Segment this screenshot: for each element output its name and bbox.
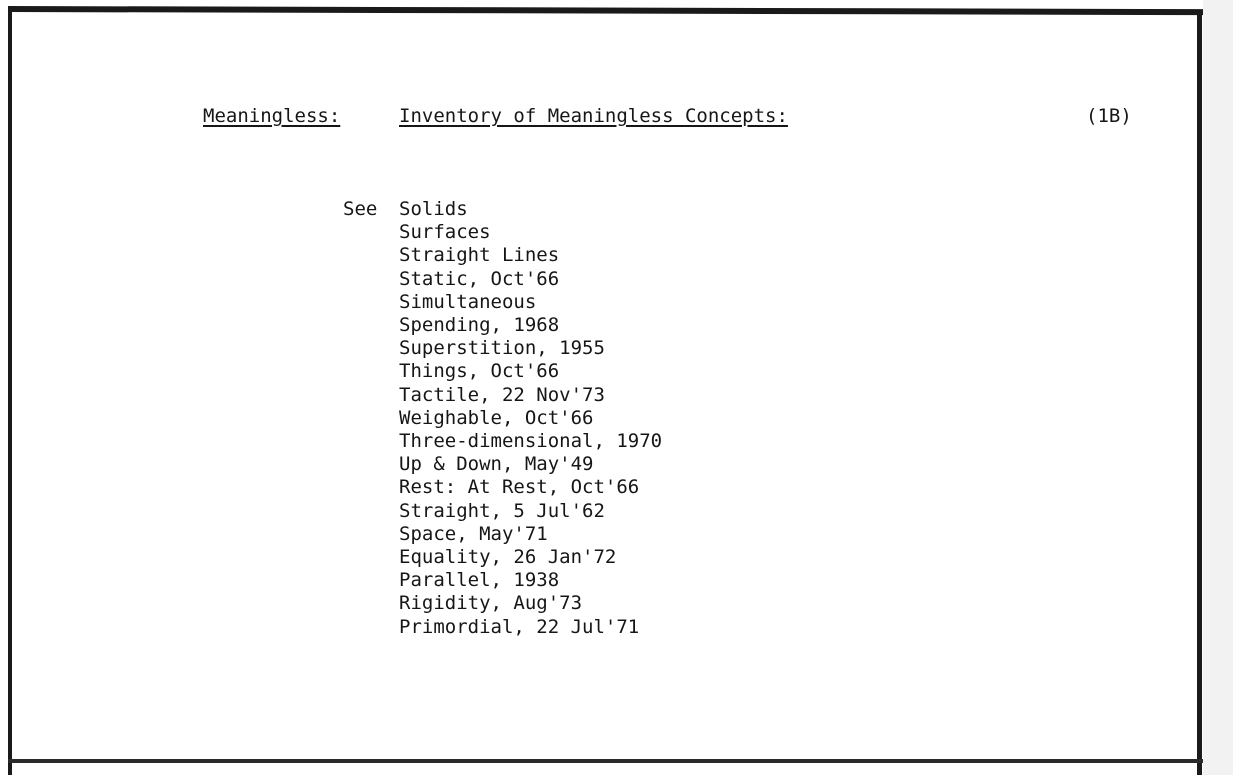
list-item: Space, May'71: [399, 522, 548, 545]
card-code: (1B): [1086, 105, 1132, 127]
list-item: Things, Oct'66: [399, 360, 560, 383]
heading-title-text: Inventory of Meaningless Concepts:: [399, 105, 788, 127]
list-item: Up & Down, May'49: [399, 453, 594, 476]
see-label: See: [343, 198, 378, 220]
card-border-bottom: [8, 759, 1203, 763]
list-item: Equality, 26 Jan'72: [399, 546, 617, 569]
list-item: Tactile, 22 Nov'73: [399, 383, 605, 406]
list-item: Simultaneous: [399, 290, 537, 313]
list-item: Primordial, 22 Jul'71: [399, 615, 640, 638]
card-border-right: [1197, 14, 1202, 775]
card-heading-title: [399, 104, 788, 128]
list-item: Rest: At Rest, Oct'66: [399, 476, 640, 499]
list-item: Straight Lines: [399, 244, 560, 267]
list-item: Parallel, 1938: [399, 569, 560, 592]
concept-list: [399, 198, 662, 639]
card-heading-label: [203, 104, 340, 128]
scan-margin: [1203, 0, 1233, 775]
card-border-top: [8, 6, 1203, 15]
list-item: Straight, 5 Jul'62: [399, 499, 605, 522]
list-item: Solids: [399, 198, 468, 220]
card-border-left: [8, 6, 12, 775]
list-item: Rigidity, Aug'73: [399, 592, 583, 615]
list-item: Three-dimensional, 1970: [399, 430, 663, 453]
list-item: Superstition, 1955: [399, 337, 605, 360]
list-item: Spending, 1968: [399, 314, 560, 337]
list-item: Weighable, Oct'66: [399, 406, 594, 429]
list-item: Static, Oct'66: [399, 267, 560, 290]
list-item: Surfaces: [399, 221, 491, 244]
heading-label-text: Meaningless:: [203, 105, 341, 127]
